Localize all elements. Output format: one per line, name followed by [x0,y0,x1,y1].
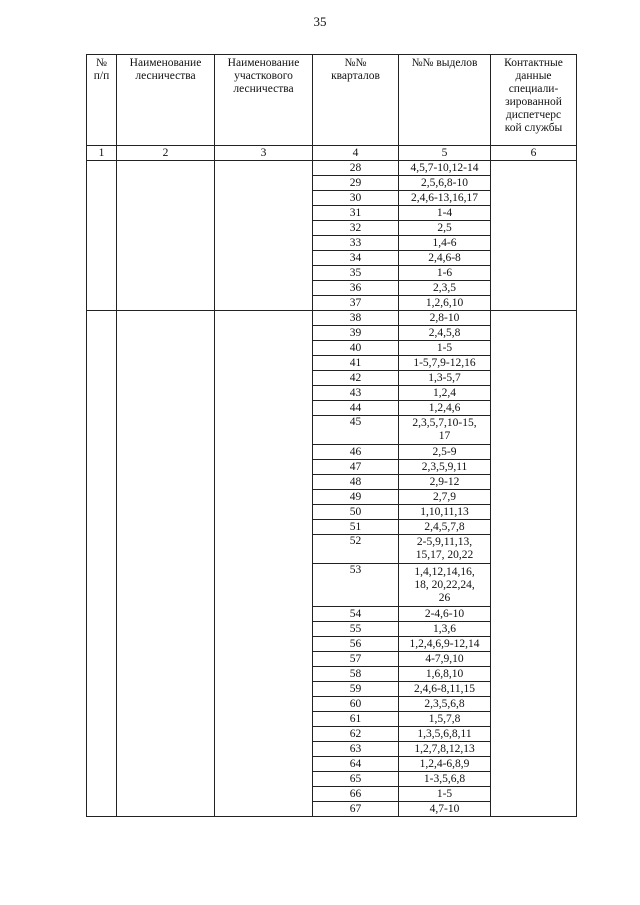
quarter-number: 38 [313,311,399,326]
quarter-number: 36 [313,281,399,296]
quarter-number: 51 [313,520,399,535]
allotment-numbers: 2,3,5,7,10-15, 17 [399,416,491,445]
allotment-numbers: 1-5,7,9-12,16 [399,356,491,371]
allotment-numbers: 2,8-10 [399,311,491,326]
column-number: 3 [215,146,313,161]
quarter-number: 61 [313,712,399,727]
allotment-numbers: 1,4-6 [399,236,491,251]
allotment-numbers: 1-3,5,6,8 [399,772,491,787]
allotment-numbers: 1,3,5,6,8,11 [399,727,491,742]
allotment-numbers: 2,5 [399,221,491,236]
group-forestry-cell [117,311,215,817]
quarter-number: 64 [313,757,399,772]
quarter-number: 45 [313,416,399,445]
header-text: лесничества [233,83,294,95]
allotment-numbers: 2,3,5 [399,281,491,296]
header-text: данные [515,70,552,82]
allotment-numbers: 1,10,11,13 [399,505,491,520]
allotment-numbers: 1-6 [399,266,491,281]
quarter-number: 59 [313,682,399,697]
column-number: 5 [399,146,491,161]
quarter-number: 67 [313,802,399,817]
header-text: п/п [93,70,110,82]
quarter-number: 40 [313,341,399,356]
quarter-number: 52 [313,535,399,564]
quarter-number: 53 [313,564,399,607]
quarter-number: 60 [313,697,399,712]
allotment-numbers: 1,2,7,8,12,13 [399,742,491,757]
quarter-number: 29 [313,176,399,191]
allotment-numbers: 2,3,5,9,11 [399,460,491,475]
quarter-number: 62 [313,727,399,742]
header-text: лесничества [135,70,196,82]
allotment-numbers: 1,6,8,10 [399,667,491,682]
quarter-number: 49 [313,490,399,505]
quarter-number: 44 [313,401,399,416]
header-text: Контактные [504,57,563,69]
quarter-number: 65 [313,772,399,787]
quarter-number: 41 [313,356,399,371]
header-text: Наименование [129,57,202,69]
allotment-numbers: 1-4 [399,206,491,221]
allotment-numbers: 1,2,6,10 [399,296,491,311]
allotment-numbers: 1-5 [399,341,491,356]
quarter-number: 42 [313,371,399,386]
allotment-numbers: 2-5,9,11,13, 15,17, 20,22 [399,535,491,564]
allotment-numbers: 1,2,4,6 [399,401,491,416]
header-text: Наименование [227,57,300,69]
quarter-number: 35 [313,266,399,281]
column-number: 6 [491,146,577,161]
header-text: №№ выделов [411,57,478,69]
quarter-number: 66 [313,787,399,802]
quarter-number: 30 [313,191,399,206]
allotment-numbers: 1,3-5,7 [399,371,491,386]
table-body [87,161,577,817]
quarter-number: 39 [313,326,399,341]
quarter-number: 48 [313,475,399,490]
allotment-numbers: 1,2,4-6,8,9 [399,757,491,772]
forestry-table [86,54,577,817]
column-number: 1 [87,146,117,161]
allotment-numbers: 2,4,6-8,11,15 [399,682,491,697]
column-number-row [87,146,577,161]
quarter-number: 55 [313,622,399,637]
group-number-cell [87,161,117,311]
header-number [87,55,117,146]
allotment-numbers: 4,7-10 [399,802,491,817]
table-row [87,161,577,176]
allotment-numbers: 4-7,9,10 [399,652,491,667]
header-row [87,55,577,146]
allotment-numbers: 2,3,5,6,8 [399,697,491,712]
header-text: специали- [508,83,559,95]
allotment-numbers: 1,2,4 [399,386,491,401]
header-forestry-name [117,55,215,146]
group-contacts-cell [491,161,577,311]
group-district-cell [215,311,313,817]
allotment-numbers: 2,4,5,7,8 [399,520,491,535]
allotment-numbers: 1,4,12,14,16, 18, 20,22,24, 26 [399,564,491,607]
quarter-number: 63 [313,742,399,757]
allotment-numbers: 4,5,7-10,12-14 [399,161,491,176]
page-number: 35 [313,14,327,29]
column-number: 2 [117,146,215,161]
quarter-number: 34 [313,251,399,266]
header-dispatch-contacts [491,55,577,146]
quarter-number: 54 [313,607,399,622]
quarter-number: 28 [313,161,399,176]
header-allotment-numbers [399,55,491,146]
allotment-numbers: 2-4,6-10 [399,607,491,622]
quarter-number: 33 [313,236,399,251]
allotment-numbers: 2,4,6-8 [399,251,491,266]
quarter-number: 50 [313,505,399,520]
quarter-number: 32 [313,221,399,236]
group-number-cell [87,311,117,817]
allotment-numbers: 2,9-12 [399,475,491,490]
group-contacts-cell [491,311,577,817]
group-forestry-cell [117,161,215,311]
header-text: кварталов [331,70,380,82]
table-row [87,311,577,326]
header-text: зированной [505,96,562,108]
allotment-numbers: 2,7,9 [399,490,491,505]
quarter-number: 46 [313,445,399,460]
allotment-numbers: 2,4,6-13,16,17 [399,191,491,206]
quarter-number: 43 [313,386,399,401]
quarter-number: 31 [313,206,399,221]
quarter-number: 58 [313,667,399,682]
header-text: диспетчерс [505,109,562,121]
header-district-forestry-name [215,55,313,146]
allotment-numbers: 1,5,7,8 [399,712,491,727]
header-text: № [96,57,107,69]
header-text: кой службы [504,122,563,134]
quarter-number: 37 [313,296,399,311]
quarter-number: 57 [313,652,399,667]
allotment-numbers: 1,3,6 [399,622,491,637]
column-number: 4 [313,146,399,161]
header-text: участкового [234,70,293,82]
allotment-numbers: 2,4,5,8 [399,326,491,341]
allotment-numbers: 2,5-9 [399,445,491,460]
header-quarter-numbers [313,55,399,146]
group-district-cell [215,161,313,311]
header-text: №№ [344,57,367,69]
allotment-numbers: 1,2,4,6,9-12,14 [399,637,491,652]
quarter-number: 56 [313,637,399,652]
allotment-numbers: 2,5,6,8-10 [399,176,491,191]
quarter-number: 47 [313,460,399,475]
allotment-numbers: 1-5 [399,787,491,802]
